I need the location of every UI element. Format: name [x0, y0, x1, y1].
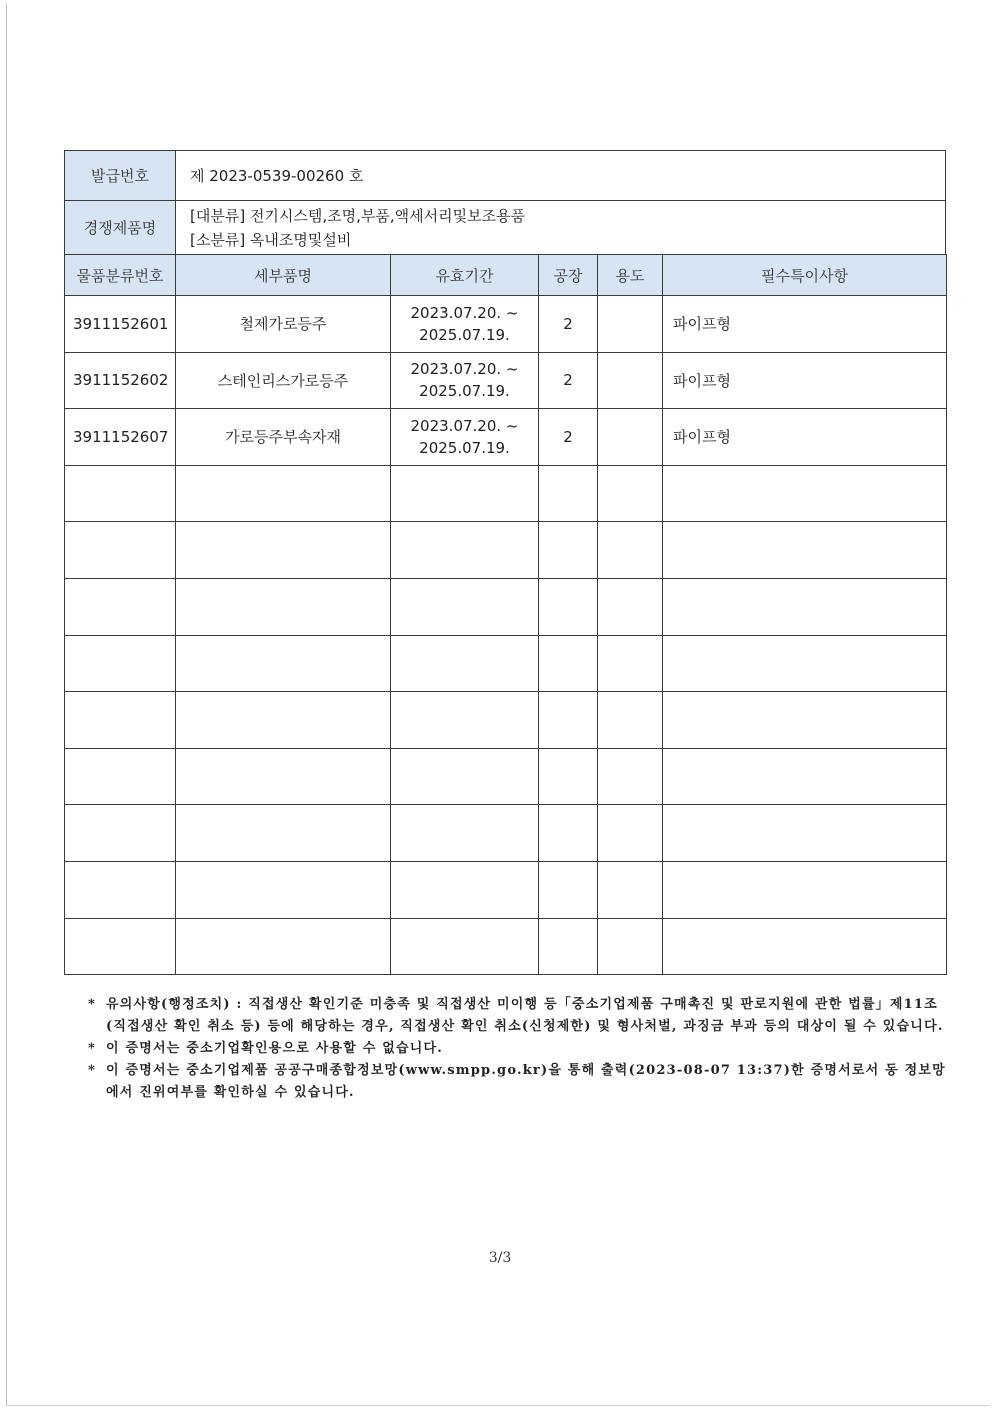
note-item	[88, 1038, 948, 1060]
validity-period	[391, 352, 539, 409]
empty-row	[65, 465, 947, 522]
period-start: 2023.07.20. ~	[410, 303, 519, 322]
category-minor: [소분류] 옥내조명및설비	[190, 230, 352, 249]
empty-row	[65, 635, 947, 692]
detail-product-name: 가로등주부속자재	[176, 409, 391, 466]
notes-section	[88, 994, 948, 1104]
period-end: 2025.07.19.	[419, 438, 510, 457]
factory-count: 2	[539, 296, 598, 353]
note-text: 이 증명서는 중소기업제품 공공구매종합정보망(www.smpp.go.kr)을 통해 출력(2023-08-07 13:37)한 증명서로서 동 정보망에서 진위여부를 확인하실 수 있습니다.	[106, 1063, 946, 1100]
empty-row	[65, 748, 947, 805]
product-table	[64, 254, 947, 975]
required-note: 파이프형	[663, 352, 947, 409]
detail-product-name: 철제가로등주	[176, 296, 391, 353]
usage	[598, 409, 663, 466]
note-text: 이 증명서는 중소기업확인용으로 사용할 수 없습니다.	[106, 1041, 444, 1056]
issue-number-value: 제 2023-0539-00260 호	[176, 151, 946, 201]
usage	[598, 296, 663, 353]
empty-row	[65, 522, 947, 579]
factory-count: 2	[539, 409, 598, 466]
issue-number-label: 발급번호	[65, 151, 176, 201]
validity-period	[391, 296, 539, 353]
certificate-header-table	[64, 150, 946, 255]
factory-count: 2	[539, 352, 598, 409]
table-header-row	[65, 255, 947, 296]
column-header: 유효기간	[391, 255, 539, 296]
validity-period	[391, 409, 539, 466]
product-name-label: 경쟁제품명	[65, 201, 176, 255]
period-end: 2025.07.19.	[419, 325, 510, 344]
product-category-cell	[176, 201, 946, 255]
usage	[598, 352, 663, 409]
detail-product-name: 스테인리스가로등주	[176, 352, 391, 409]
page-number: 3/3	[488, 1250, 512, 1266]
table-row	[65, 409, 947, 466]
column-header: 용도	[598, 255, 663, 296]
classification-code: 3911152607	[65, 409, 176, 466]
empty-row	[65, 861, 947, 918]
empty-row	[65, 918, 947, 975]
asterisk: *	[88, 1063, 96, 1078]
classification-code: 3911152601	[65, 296, 176, 353]
period-start: 2023.07.20. ~	[410, 360, 519, 379]
classification-code: 3911152602	[65, 352, 176, 409]
empty-row	[65, 805, 947, 862]
note-item	[88, 1060, 948, 1104]
asterisk: *	[88, 1041, 96, 1056]
column-header: 세부품명	[176, 255, 391, 296]
required-note: 파이프형	[663, 296, 947, 353]
note-item	[88, 994, 948, 1038]
empty-row	[65, 578, 947, 635]
table-row	[65, 296, 947, 353]
period-end: 2025.07.19.	[419, 382, 510, 401]
issue-number-row	[65, 151, 946, 201]
column-header: 물품분류번호	[65, 255, 176, 296]
product-category-row	[65, 201, 946, 255]
note-text: 유의사항(행정조치) : 직접생산 확인기준 미충족 및 직접생산 미이행 등「중소기업제품 구매촉진 및 판로지원에 관한 법률」제11조(직접생산 확인 취소 등) 등에 해당하는 경우, 직접생산 확인 취소(신청제한) 및 형사처벌, 과징금 부과 등의 대상이 될 수 있습니다.	[106, 997, 944, 1034]
table-row	[65, 352, 947, 409]
period-start: 2023.07.20. ~	[410, 416, 519, 435]
required-note: 파이프형	[663, 409, 947, 466]
column-header: 필수특이사항	[663, 255, 947, 296]
empty-row	[65, 692, 947, 749]
asterisk: *	[88, 997, 96, 1012]
column-header: 공장	[539, 255, 598, 296]
category-major: [대분류] 전기시스템,조명,부품,액세서리및보조용품	[190, 206, 526, 225]
